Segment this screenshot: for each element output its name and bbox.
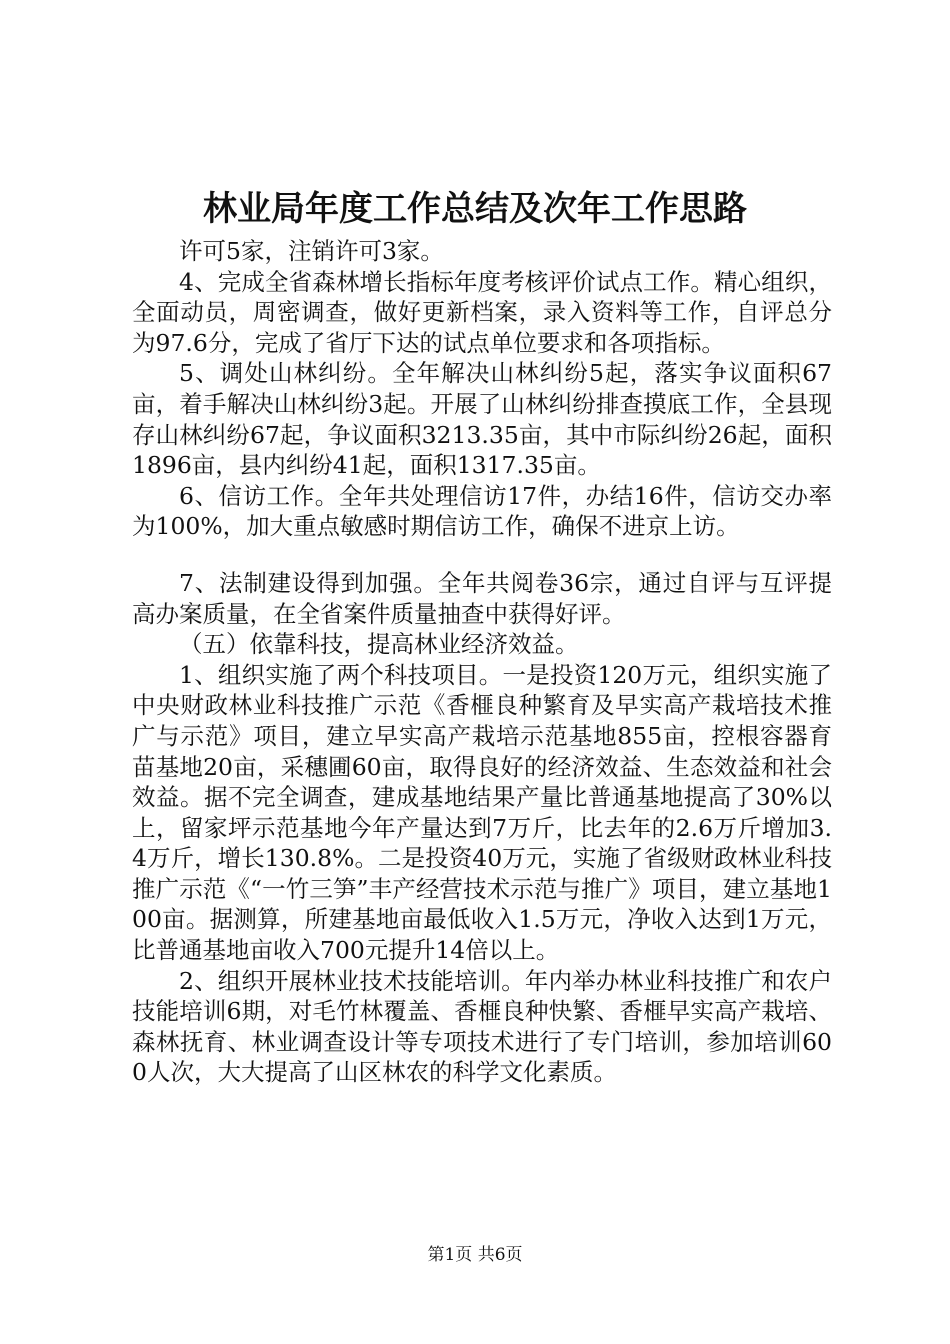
paragraph-legal-construction: 7、法制建设得到加强。全年共阅卷36宗，通过自评与互评提高办案质量，在全省案件质量抽查中获得好评。 xyxy=(132,568,832,628)
document-body xyxy=(132,236,832,1088)
page-footer: 第1页 共6页 xyxy=(427,1245,523,1265)
document-title: 林业局年度工作总结及次年工作思路 xyxy=(203,189,747,229)
section-heading-technology: （五）依靠科技，提高林业经济效益。 xyxy=(179,630,579,659)
paragraph-spacer xyxy=(132,542,832,568)
paragraph-tech-training: 2、组织开展林业技术技能培训。年内举办林业科技推广和农户技能培训6期，对毛竹林覆盖、香榧良种快繁、香榧早实高产栽培、森林抚育、林业调查设计等专项技术进行了专门培训，参加培训600人次，大大提高了山区林农的科学文化素质。 xyxy=(132,966,832,1087)
paragraph-tech-projects: 1、组织实施了两个科技项目。一是投资120万元，组织实施了中央财政林业科技推广示范《香榧良种繁育及早实高产栽培技术推广与示范》项目，建立早实高产栽培示范基地855亩，控根容器育苗基地20亩，采穗圃60亩，取得良好的经济效益、生态效益和社会效益。据不完全调查，建成基地结果产量比普通基地提高了30%以上，留家坪示范基地今年产量达到7万斤，比去年的2.6万斤增加3.4万斤，增长130.8%。二是投资40万元，实施了省级财政林业科技推广示范《“一竹三笋”丰产经营技术示范与推广》项目，建立基地100亩。据测算，所建基地亩最低收入1.5万元，净收入达到1万元，比普通基地亩收入700元提升14倍以上。 xyxy=(132,660,832,965)
paragraph-forest-disputes: 5、调处山林纠纷。全年解决山林纠纷5起，落实争议面积67亩，着手解决山林纠纷3起。开展了山林纠纷排查摸底工作，全县现存山林纠纷67起，争议面积3213.35亩，其中市际纠纷26起，面积1896亩，县内纠纷41起，面积1317.35亩。 xyxy=(132,359,832,480)
paragraph-petitions: 6、信访工作。全年共处理信访17件，办结16件，信访交办率为100%，加大重点敏感时期信访工作，确保不进京上访。 xyxy=(132,481,832,541)
paragraph-forest-growth-assessment: 4、完成全省森林增长指标年度考核评价试点工作。精心组织，全面动员，周密调查，做好更新档案，录入资料等工作，自评总分为97.6分，完成了省厅下达的试点单位要求和各项指标。 xyxy=(132,267,832,357)
paragraph-license: 许可5家，注销许可3家。 xyxy=(179,237,444,265)
